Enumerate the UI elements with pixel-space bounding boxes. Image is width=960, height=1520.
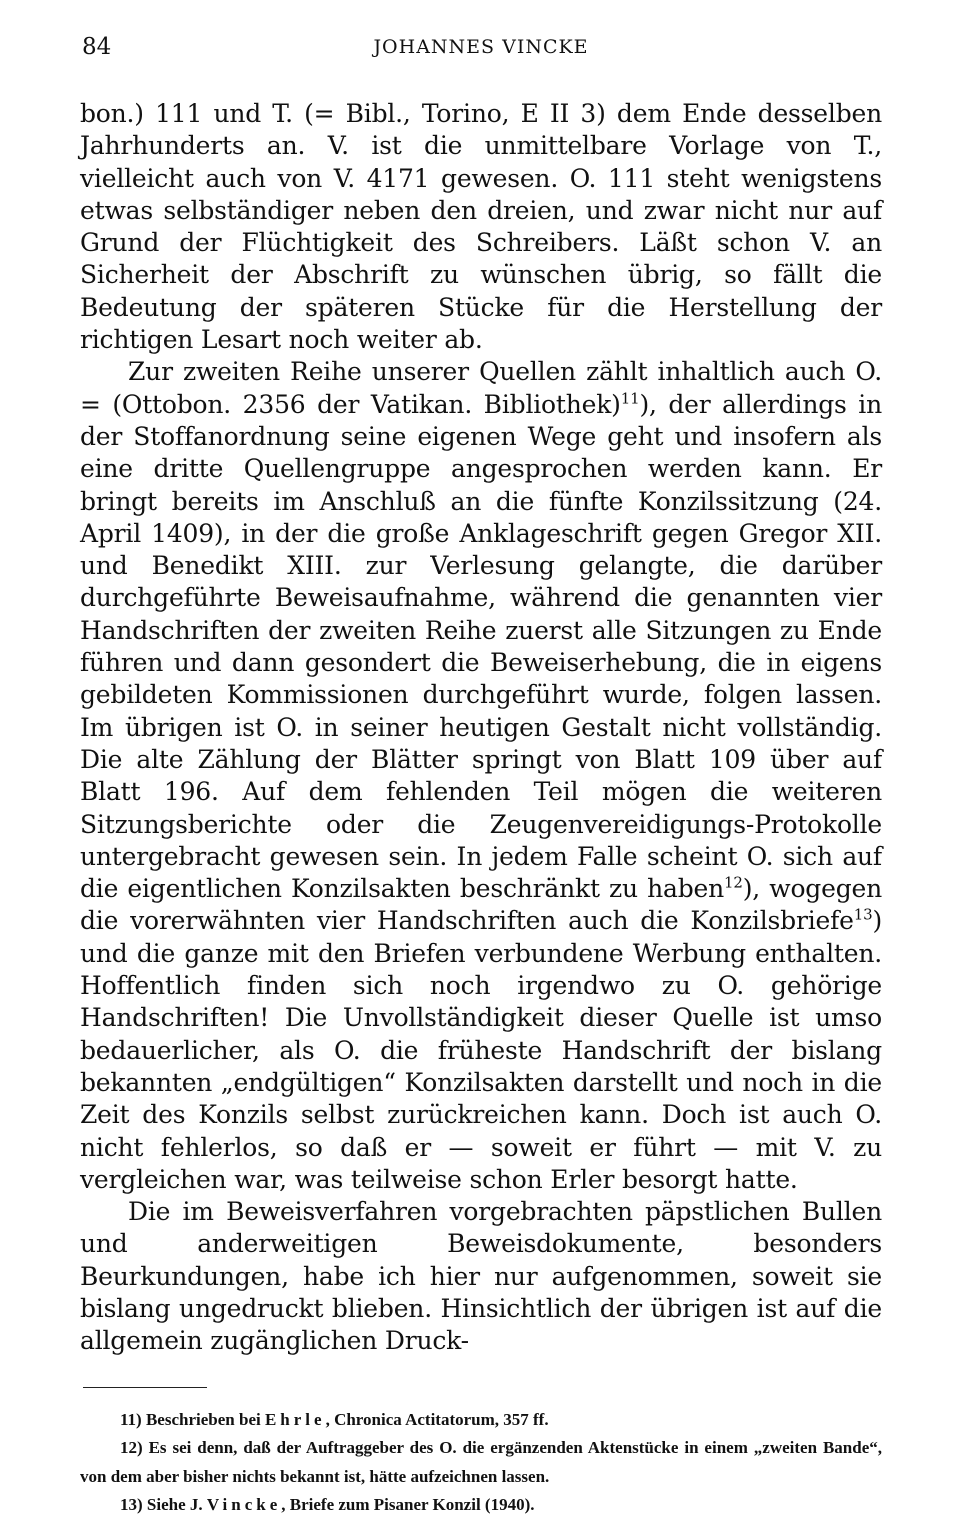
footnote-13-author: Vincke [206,1495,282,1515]
footnote-13 [80,1491,882,1520]
footnote-11 [80,1406,882,1435]
paragraph-2-part-a: Zur zweiten Reihe unserer Quellen zählt inhaltlich auch O. = (Ottobon. 2356 der Vatikan. Bibliothek) [80,357,882,419]
footnote-13-text-b: , Briefe zum Pisaner Konzil (1940). [281,1495,535,1515]
paragraph-2-part-c: ), wogegen die vorerwähnten vier Handschriften auch die Konzilsbriefe [80,874,882,936]
paragraph-2-part-b: ), der allerdings in der Stoffanordnung seine eigenen Wege geht und insofern als eine dritte Quellengruppe angesprochen werden kann. Er bringt bereits im Anschluß an die fünfte Konzilssitzung (24. April 1409), in der die große Anklageschrift gegen Gregor XII. und Benedikt XIII. zur Verlesung gelangte, die darüber durchgeführte Beweisaufnahme, während die genannten vier Handschriften der zweiten Reihe zuerst alle Sitzungen zu Ende führen und dann gesondert die Beweiserhebung, die in eigens gebildeten Kommissionen durchgeführt wurde, folgen lassen. Im übrigen ist O. in seiner heutigen Gestalt nicht vollständig. Die alte Zählung der Blätter springt von Blatt 109 über auf Blatt 196. Auf dem fehlenden Teil mögen die weiteren Sitzungsberichte oder die Zeugenvereidigungs-Protokolle untergebracht gewesen sein. In jedem Falle scheint O. sich auf die eigentlichen Konzilsakten beschränkt zu haben [80,389,882,904]
paragraph-2 [80,356,882,1196]
footnote-13-text-a: 13) Siehe J. [120,1495,207,1515]
footnote-rule [83,1387,207,1388]
footnote-ref-13: 13 [853,906,873,925]
paragraph-1: bon.) 111 und T. (= Bibl., Torino, E II 3) dem Ende desselben Jahrhunderts an. V. ist die unmittelbare Vorlage von T., vielleicht auch von V. 4171 gewesen. O. 111 steht wenigstens etwas selbständiger neben den dreien, und zwar nicht nur auf Grund der Flüchtigkeit des Schreibers. Läßt schon V. an Sicherheit der Abschrift zu wünschen übrig, so fällt die Bedeutung der späteren Stücke für die Herstellung der richtigen Lesart noch weiter ab. [80,99,882,355]
document-page [80,0,882,1520]
paragraph-3: Die im Beweisverfahren vorgebrachten päpstlichen Bullen und anderweitigen Beweisdokumente, besonders Beurkundungen, habe ich hier nur aufgenommen, soweit sie bislang ungedruckt blieben. Hinsichtlich der übrigen ist auf die allgemein zugänglichen Druck- [80,1197,882,1356]
footnote-11-author: Ehrle [264,1409,326,1429]
footnote-ref-11: 11 [620,389,640,408]
footnote-ref-12: 12 [724,873,743,892]
page-header [80,30,882,76]
footnote-11-text-a: 11) Beschrieben bei [120,1409,265,1429]
footnote-11-text-b: , Chronica Actitatorum, 357 ff. [325,1409,549,1429]
paragraph-2-part-d: ) und die ganze mit den Briefen verbundene Werbung enthalten. Hoffentlich finden sich noch irgendwo zu O. gehörige Handschriften! Die Unvollständigkeit dieser Quelle ist umso bedauerlicher, als O. die früheste Handschrift der bislang bekannten „endgültigen“ Konzilsakten darstellt und noch in die Zeit des Konzils selbst zurückreichen kann. Doch ist auch O. nicht fehlerlos, so daß er — soweit er führt — mit V. zu vergleichen war, was teilweise schon Erler besorgt hatte. [80,906,882,1194]
running-head: JOHANNES VINCKE [373,36,589,58]
footnote-12: 12) Es sei denn, daß der Auftraggeber des O. die ergänzenden Aktenstücke in einem „zweiten Bande“, von dem aber bisher nichts bekannt ist, hätte aufzeichnen lassen. [80,1438,882,1486]
page-number: 84 [82,34,112,60]
footnotes [80,1406,882,1520]
body-text [80,98,882,1358]
